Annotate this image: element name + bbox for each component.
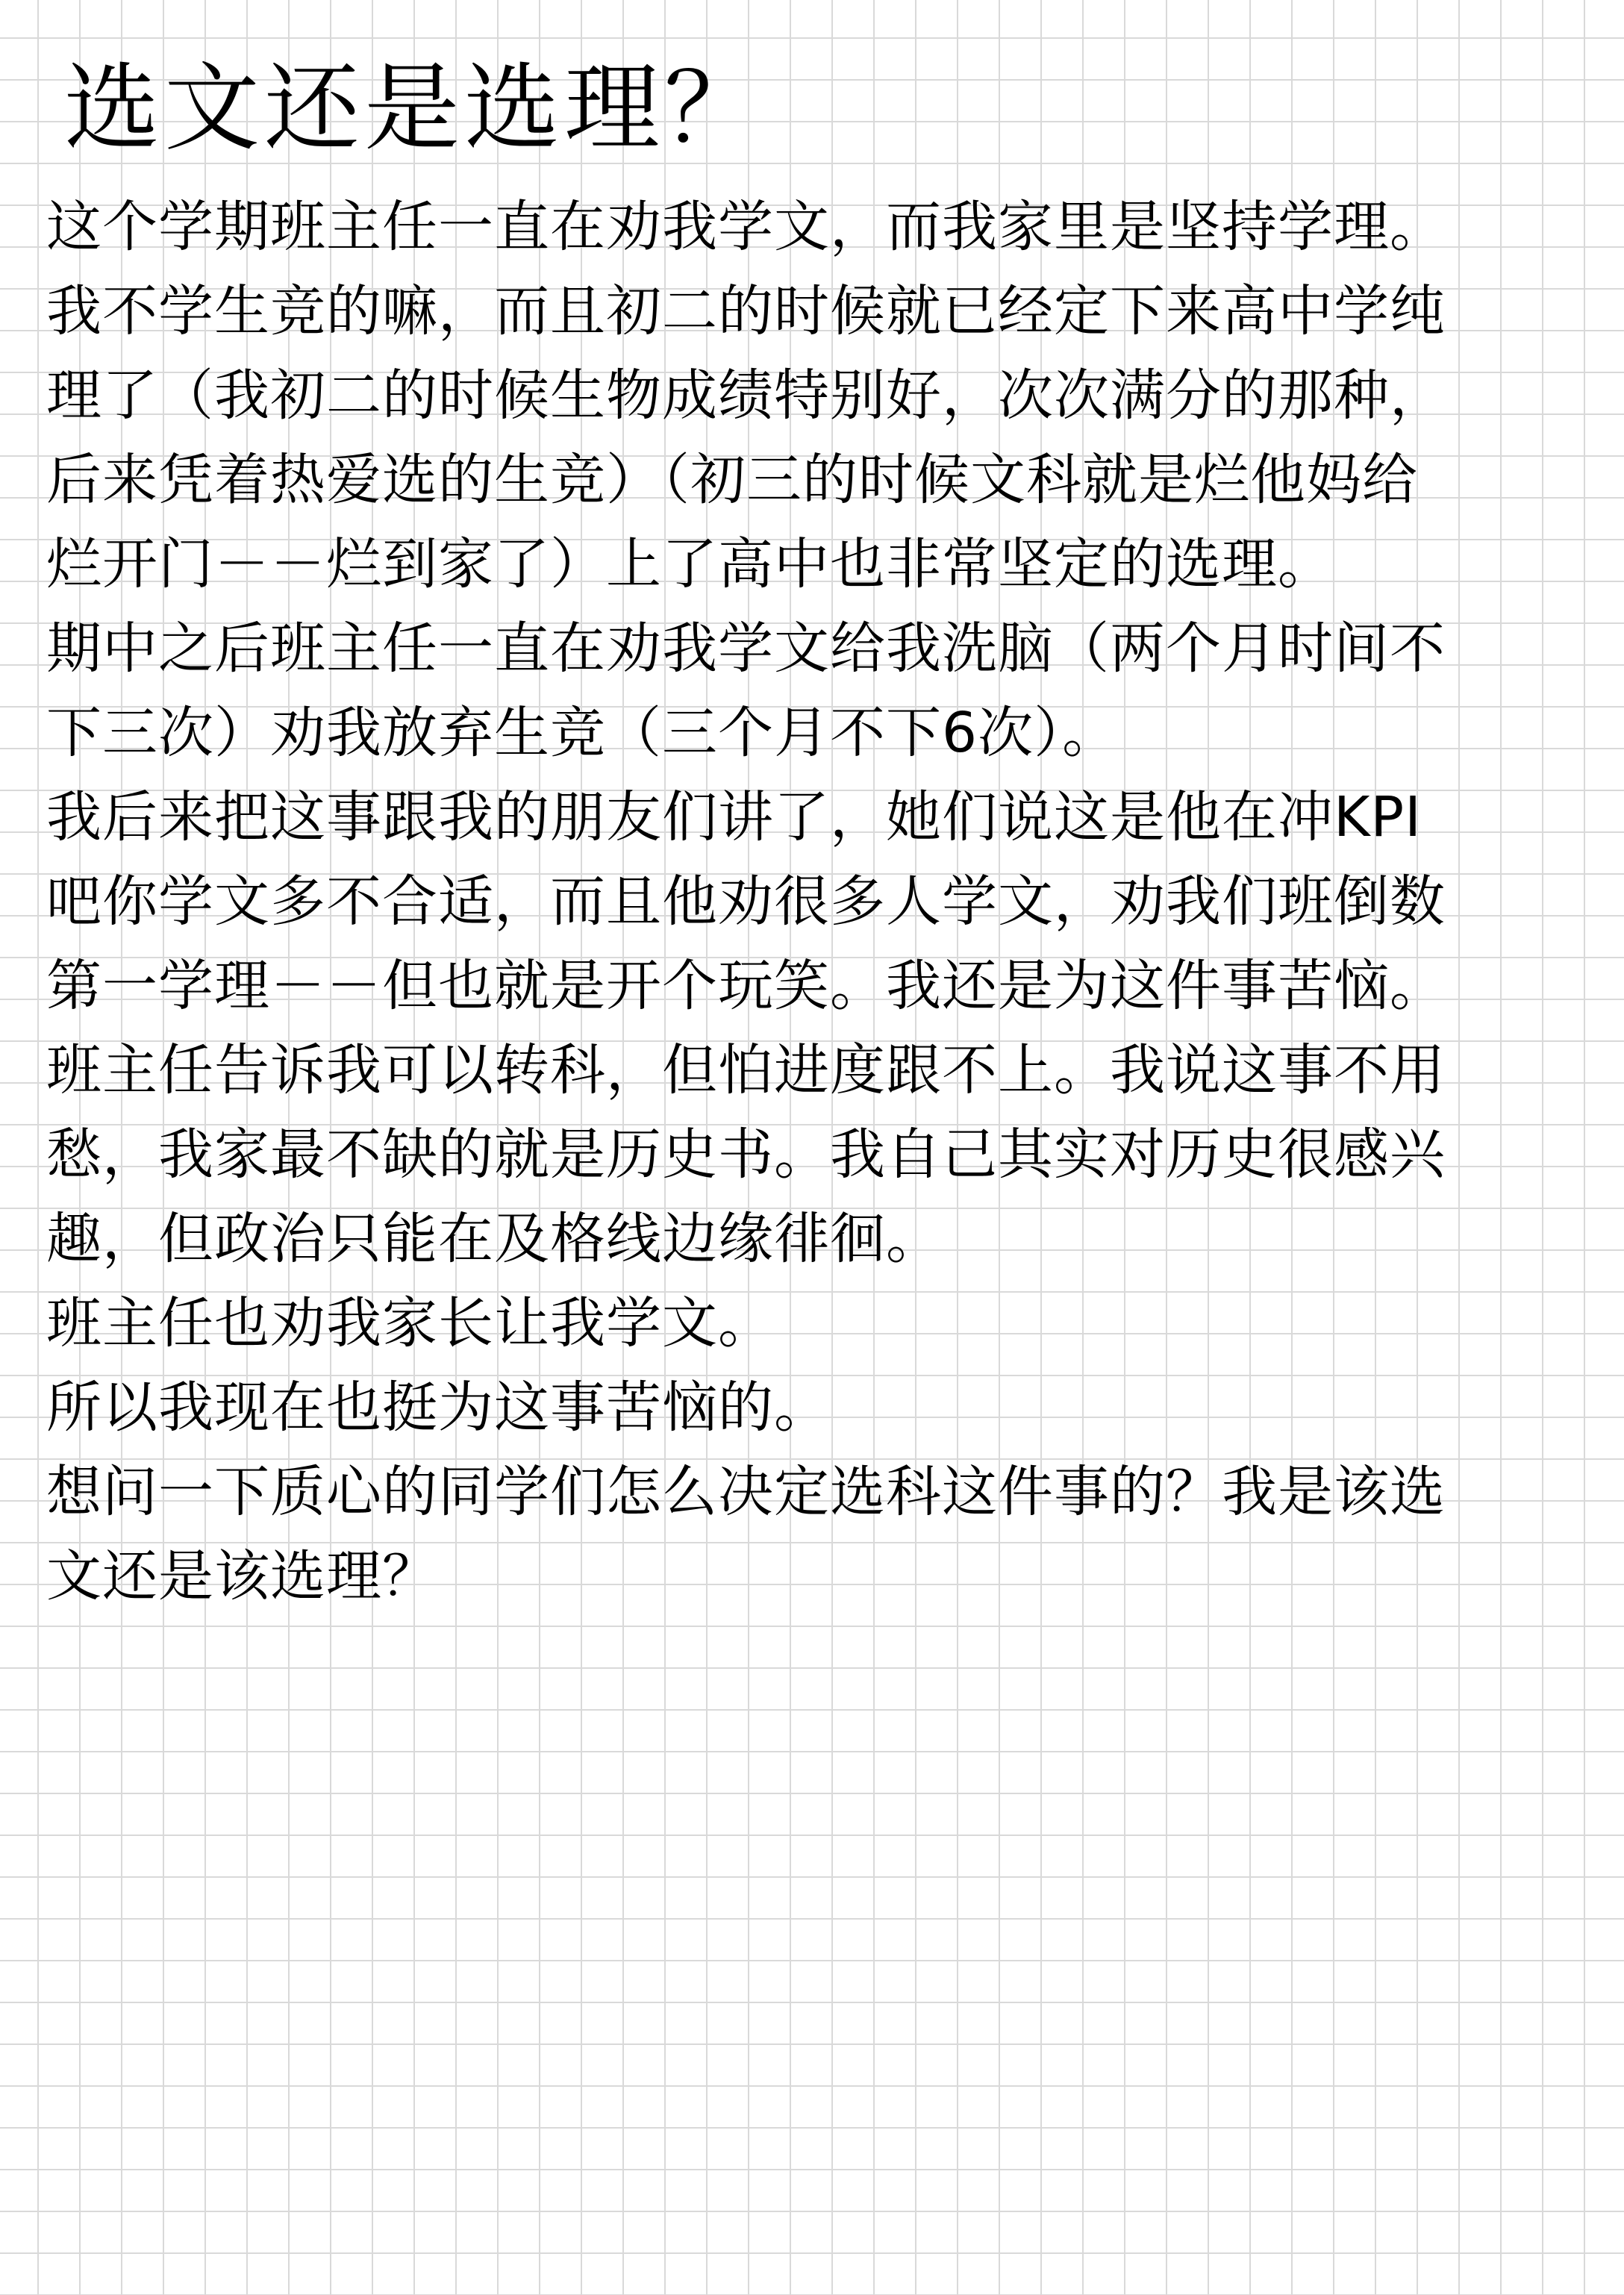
body-line: 烂开门－－烂到家了）上了高中也非常坚定的选理。 bbox=[46, 532, 1334, 596]
post-body bbox=[46, 185, 1614, 1619]
body-line: 理了（我初二的时候生物成绩特别好，次次满分的那种， bbox=[46, 363, 1446, 428]
body-line: 吧你学文多不合适，而且他劝很多人学文，劝我们班倒数 bbox=[46, 869, 1446, 934]
body-line: 班主任也劝我家长让我学文。 bbox=[46, 1291, 774, 1355]
body-line: 所以我现在也挺为这事苦恼的。 bbox=[46, 1376, 830, 1440]
body-line: 班主任告诉我可以转科，但怕进度跟不上。我说这事不用 bbox=[46, 1038, 1446, 1102]
body-line: 第一学理－－但也就是开个玩笑。我还是为这件事苦恼。 bbox=[46, 954, 1446, 1018]
body-line: 这个学期班主任一直在劝我学文，而我家里是坚持学理。 bbox=[46, 195, 1446, 259]
body-line: 下三次）劝我放弃生竞（三个月不下6次）。 bbox=[46, 701, 1119, 765]
body-line: 想问一下质心的同学们怎么决定选科这件事的？我是该选 bbox=[46, 1460, 1446, 1524]
body-line: 期中之后班主任一直在劝我学文给我洗脑（两个月时间不 bbox=[46, 616, 1446, 681]
body-line: 我后来把这事跟我的朋友们讲了，她们说这是他在冲KPI bbox=[46, 785, 1422, 849]
body-line: 文还是该选理？ bbox=[46, 1544, 438, 1608]
post-title: 选文还是选理？ bbox=[64, 53, 765, 164]
body-line: 趣，但政治只能在及格线边缘徘徊。 bbox=[46, 1207, 942, 1271]
body-line: 后来凭着热爱选的生竞）（初三的时候文科就是烂他妈给 bbox=[46, 448, 1418, 512]
body-line: 我不学生竞的嘛，而且初二的时候就已经定下来高中学纯 bbox=[46, 279, 1446, 343]
body-line: 愁，我家最不缺的就是历史书。我自己其实对历史很感兴 bbox=[46, 1122, 1446, 1187]
